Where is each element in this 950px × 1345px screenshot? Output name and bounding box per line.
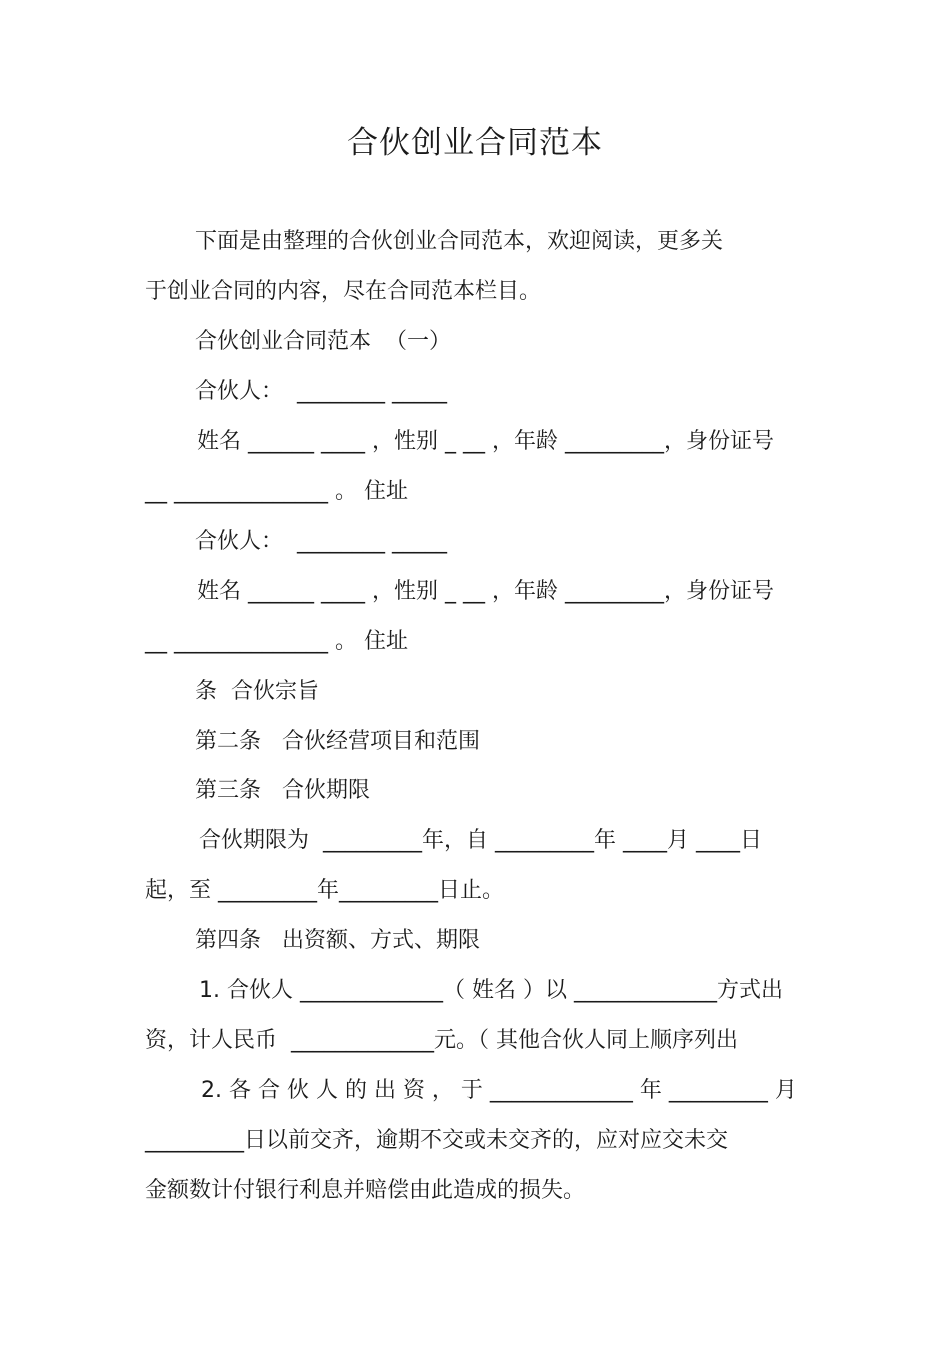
deadline-line-2: _________日以前交齐，逾期不交或未交齐的，应对应交未交 [145, 1128, 729, 1153]
article-four: 第四条 出资额、方式、期限 [195, 928, 480, 953]
contribution-line-2: 资，计人民币 _____________元。（ 其他合伙人同上顺序列出 [145, 1028, 738, 1053]
id-address-line: __ ______________ 。 住址 [145, 629, 408, 654]
partner-line: 合伙人： ________ _____ [195, 379, 447, 404]
name-gender-age-line: 姓名 ______ ____ ，性别 _ __ ，年龄 _________，身份证号 [197, 579, 774, 604]
intro-line-2: 于创业合同的内容，尽在合同范本栏目。 [145, 279, 542, 304]
document-title: 合伙创业合同范本 [347, 125, 603, 161]
article-two: 第二条 合伙经营项目和范围 [195, 729, 480, 754]
name-gender-age-line: 姓名 ______ ____ ，性别 _ __ ，年龄 _________，身份证号 [197, 429, 774, 454]
article-purpose: 条 合伙宗旨 [195, 679, 319, 704]
section-heading-one: 合伙创业合同范本 （一） [195, 329, 451, 354]
deadline-line-3: 金额数计付银行利息并赔偿由此造成的损失。 [145, 1178, 586, 1203]
contribution-line-1: 1. 合伙人 _____________（ 姓名 ）以 _____________方式出 [199, 978, 783, 1003]
intro-line-1: 下面是由整理的合伙创业合同范本，欢迎阅读，更多关 [195, 229, 724, 254]
term-line-2: 起，至 _________年_________日止。 [145, 878, 504, 903]
id-address-line: __ ______________ 。 住址 [145, 479, 408, 504]
term-line-1: 合伙期限为 _________年，自 _________年 ____月 ____日 [199, 828, 762, 853]
deadline-line-1: 2. 各 合 伙 人 的 出 资 ， 于 _____________ 年 _________ 月 [201, 1078, 797, 1103]
article-three: 第三条 合伙期限 [195, 778, 370, 803]
partner-line: 合伙人： ________ _____ [195, 529, 447, 554]
